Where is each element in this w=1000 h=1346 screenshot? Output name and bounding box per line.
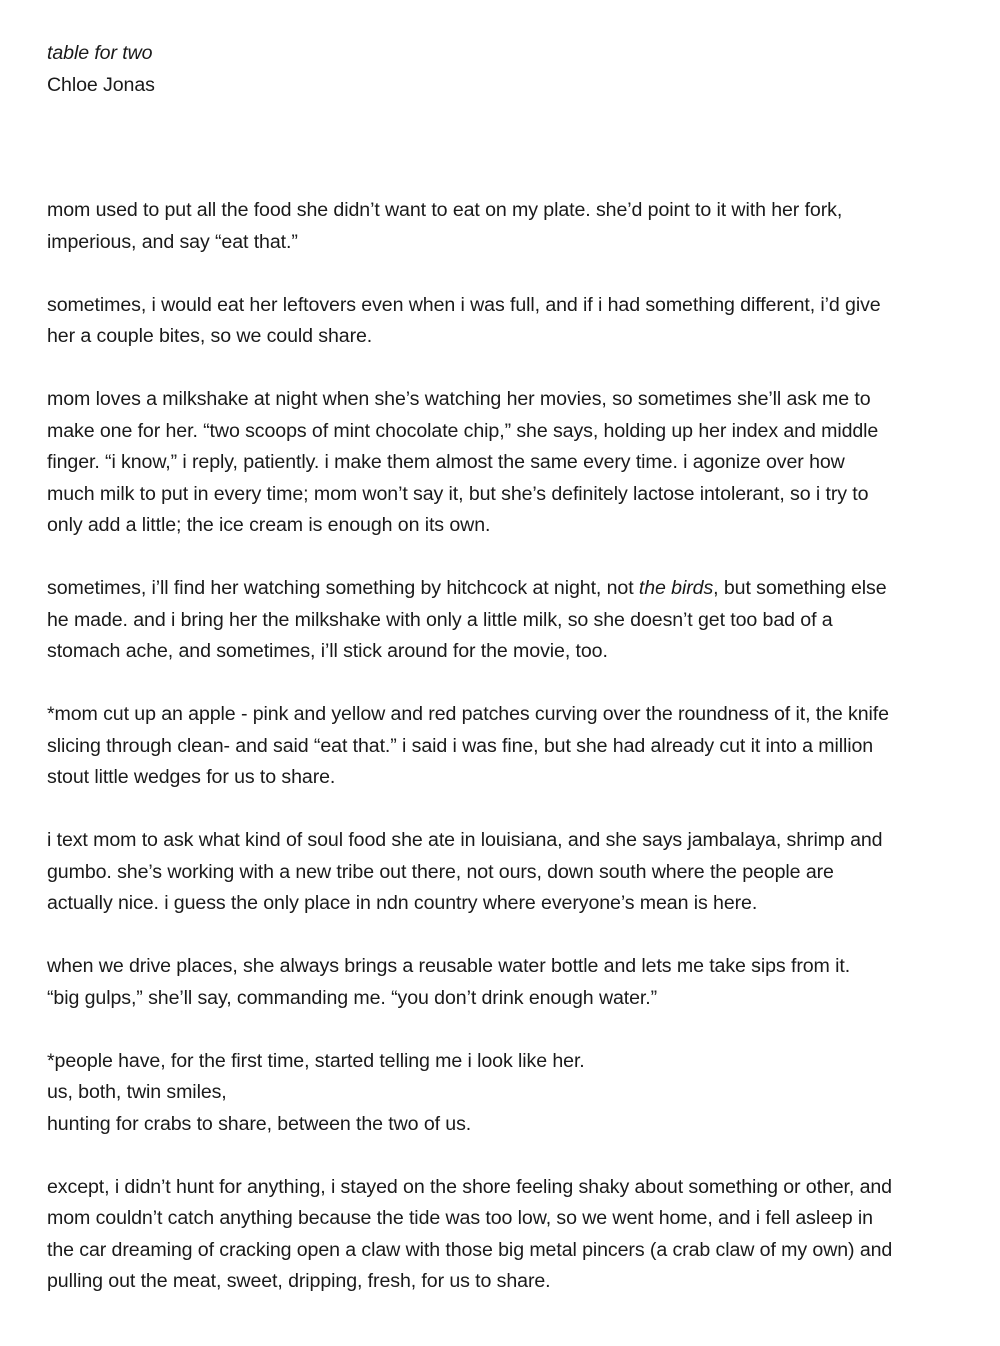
text-line: *mom cut up an apple - pink and yellow and red patches curving over the roundness of it, the knife	[47, 703, 889, 725]
text-line: gumbo. she’s working with a new tribe out there, not ours, down south where the people are	[47, 860, 834, 883]
text-line: mom loves a milkshake at night when she’s watching her movies, so sometimes she’ll ask me to	[47, 388, 871, 410]
text-line: us, both, twin smiles,	[47, 1081, 227, 1103]
text-line: “big gulps,” she’ll say, commanding me. “you don’t drink enough water.”	[47, 986, 658, 1009]
text-line: i text mom to ask what kind of soul food she ate in louisiana, and she says jambalaya, shrimp and	[47, 829, 883, 851]
text-line: hunting for crabs to share, between the two of us.	[47, 1112, 472, 1135]
text-line: make one for her. “two scoops of mint chocolate chip,” she says, holding up her index and middle	[47, 419, 879, 442]
poem-title: table for two	[47, 42, 153, 64]
text-line: mom couldn’t catch anything because the tide was too low, so we went home, and i fell asleep in	[47, 1207, 873, 1229]
text-line: actually nice. i guess the only place in ndn country where everyone’s mean is here.	[47, 892, 758, 914]
text-line	[47, 573, 972, 605]
paragraph-2	[47, 290, 972, 353]
text-segment: , but something else	[713, 577, 887, 599]
text-line: her a couple bites, so we could share.	[47, 325, 373, 347]
paragraph-5	[47, 699, 972, 794]
text-line: stout little wedges for us to share.	[47, 766, 336, 788]
paragraph-8	[47, 1046, 972, 1141]
text-segment: sometimes, i’ll find her watching something by hitchcock at night, not	[47, 577, 639, 599]
text-line: stomach ache, and sometimes, i’ll stick around for the movie, too.	[47, 640, 608, 662]
text-line: *people have, for the first time, started telling me i look like her.	[47, 1049, 585, 1072]
text-line: when we drive places, she always brings a reusable water bottle and lets me take sips from it.	[47, 955, 851, 977]
film-title: the birds	[638, 577, 714, 599]
paragraph-9	[47, 1172, 972, 1298]
text-line: only add a little; the ice cream is enough on its own.	[47, 514, 491, 536]
text-line: finger. “i know,” i reply, patiently. i make them almost the same every time. i agonize over how	[47, 451, 845, 473]
paragraph-6	[47, 825, 972, 920]
text-line: much milk to put in every time; mom won’t say it, but she’s definitely lactose intolerant, so i try to	[47, 482, 869, 505]
paragraph-7	[47, 951, 972, 1014]
author-name: Chloe Jonas	[47, 73, 155, 96]
paragraph-1	[47, 195, 972, 258]
text-line: he made. and i bring her the milkshake with only a little milk, so she doesn’t get too bad of a	[47, 608, 833, 631]
text-line: mom used to put all the food she didn’t want to eat on my plate. she’d point to it with her fork,	[47, 199, 843, 221]
text-line: the car dreaming of cracking open a claw with those big metal pincers (a crab claw of my own) and	[47, 1238, 893, 1261]
text-line: pulling out the meat, sweet, dripping, fresh, for us to share.	[47, 1270, 551, 1292]
document-page	[47, 38, 972, 1298]
text-line: sometimes, i would eat her leftovers even when i was full, and if i had something different, i’d give	[47, 293, 881, 316]
text-line: slicing through clean- and said “eat that.” i said i was fine, but she had already cut it into a million	[47, 734, 874, 757]
paragraph-3	[47, 384, 972, 542]
paragraph-4	[47, 573, 972, 668]
header-spacer	[47, 101, 972, 195]
text-line: imperious, and say “eat that.”	[47, 230, 298, 253]
text-line: except, i didn’t hunt for anything, i stayed on the shore feeling shaky about something or other, and	[47, 1175, 892, 1198]
